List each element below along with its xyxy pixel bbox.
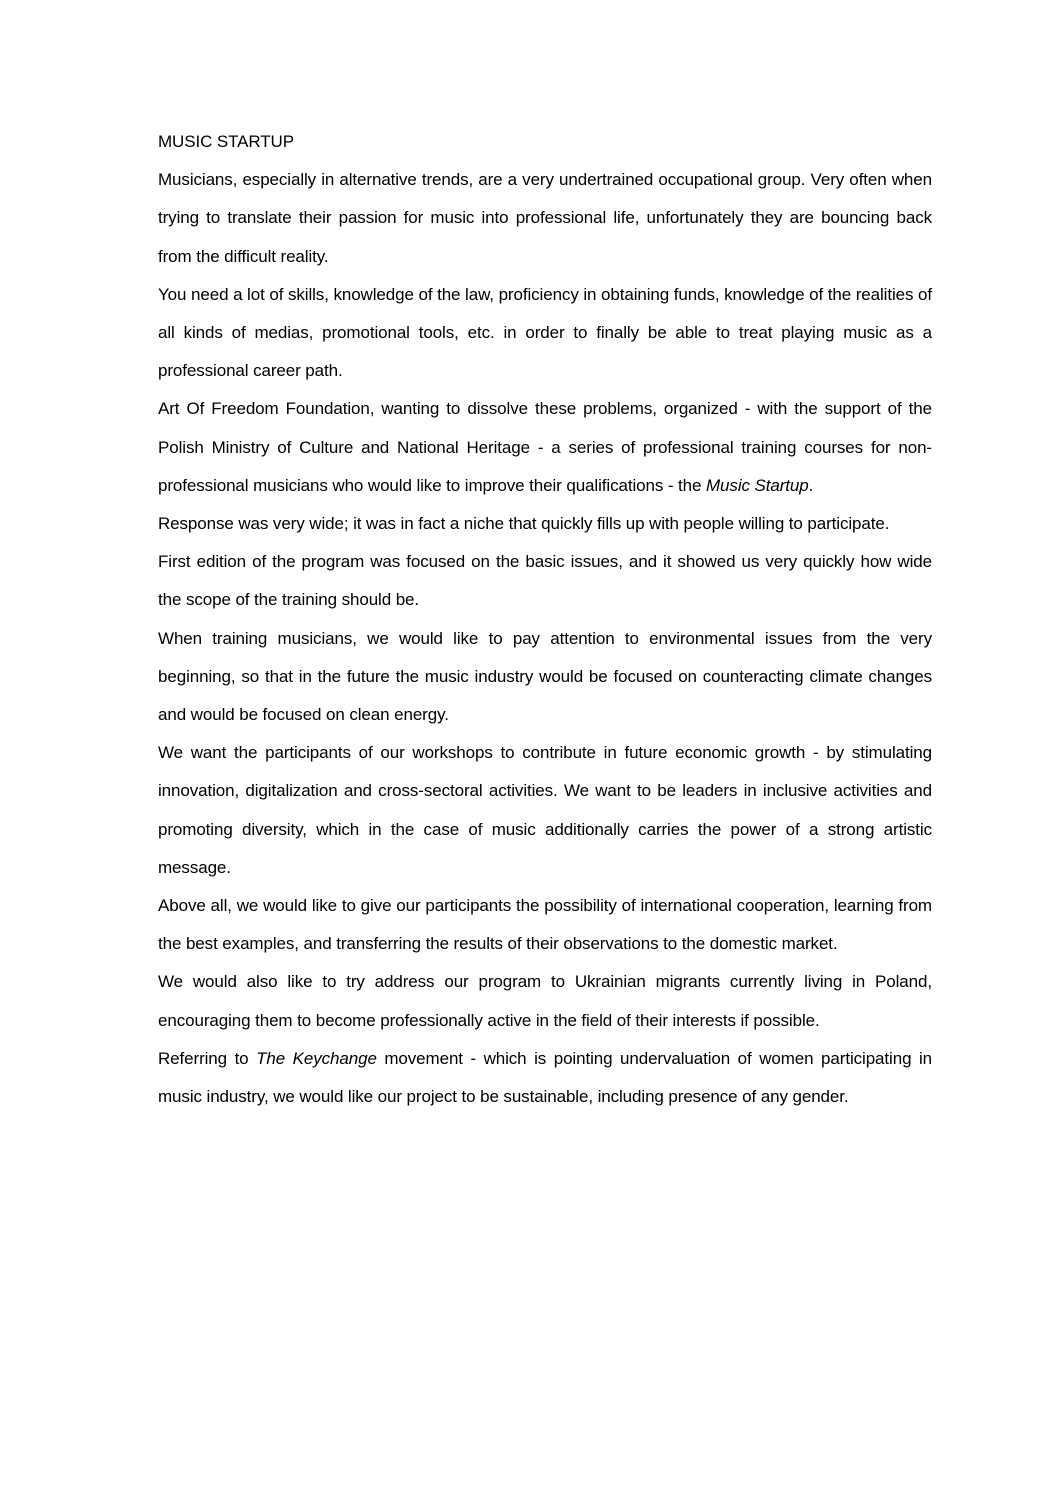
paragraph bbox=[158, 887, 932, 963]
text-block bbox=[158, 123, 932, 1116]
italic-text-run: Music Startup bbox=[706, 475, 809, 495]
text-run: First edition of the program was focused on the basic issues, and it showed us very quickly how wide the scope of the training should be. bbox=[158, 552, 932, 610]
text-run: movement - which is pointing undervaluation of women participating in music industry, we would like our project to be sustainable, including presence of any gender. bbox=[158, 1048, 932, 1107]
paragraphs-container bbox=[158, 161, 932, 1116]
paragraph bbox=[158, 505, 932, 543]
italic-text-run: The Keychange bbox=[256, 1048, 377, 1068]
paragraph bbox=[158, 734, 932, 887]
paragraph bbox=[158, 276, 932, 391]
text-run: Musicians, especially in alternative trends, are a very undertrained occupational group. Very often when trying to translate their passion for music into professional life, unfortunately they are bouncing back from the difficult reality. bbox=[158, 170, 932, 266]
text-run: Art Of Freedom Foundation, wanting to dissolve these problems, organized - with the support of the Polish Ministry of Culture and National Heritage - a series of professional training courses for non-professional musicians who would like to improve their qualifications - the bbox=[158, 399, 932, 495]
paragraph bbox=[158, 620, 932, 735]
text-run: Response was very wide; it was in fact a niche that quickly fills up with people willing to participate. bbox=[158, 514, 890, 534]
text-run: We would also like to try address our program to Ukrainian migrants currently living in Poland, encouraging them to become professionally active in the field of their interests if possible. bbox=[158, 972, 932, 1030]
text-run: Above all, we would like to give our participants the possibility of international cooperation, learning from the best examples, and transferring the results of their observations to the domestic market. bbox=[158, 896, 932, 954]
text-run: When training musicians, we would like to pay attention to environmental issues from the very beginning, so that in the future the music industry would be focused on counteracting climate changes and would be focused on clean energy. bbox=[158, 628, 932, 725]
text-run: You need a lot of skills, knowledge of the law, proficiency in obtaining funds, knowledge of the realities of all kinds of medias, promotional tools, etc. in order to finally be able to treat playing music as a professional career path. bbox=[158, 284, 932, 381]
paragraph bbox=[158, 543, 932, 619]
paragraph bbox=[158, 161, 932, 276]
text-run: Referring to bbox=[158, 1048, 257, 1068]
document-title: MUSIC STARTUP bbox=[158, 132, 294, 151]
paragraph bbox=[158, 1040, 932, 1116]
text-run: . bbox=[808, 475, 814, 495]
paragraph bbox=[158, 963, 932, 1039]
paragraph bbox=[158, 390, 932, 505]
text-run: We want the participants of our workshops to contribute in future economic growth - by stimulating innovation, digitalization and cross-sectoral activities. We want to be leaders in inclusive activities and promoting diversity, which in the case of music additionally carries the power of a strong artistic message. bbox=[158, 743, 932, 877]
